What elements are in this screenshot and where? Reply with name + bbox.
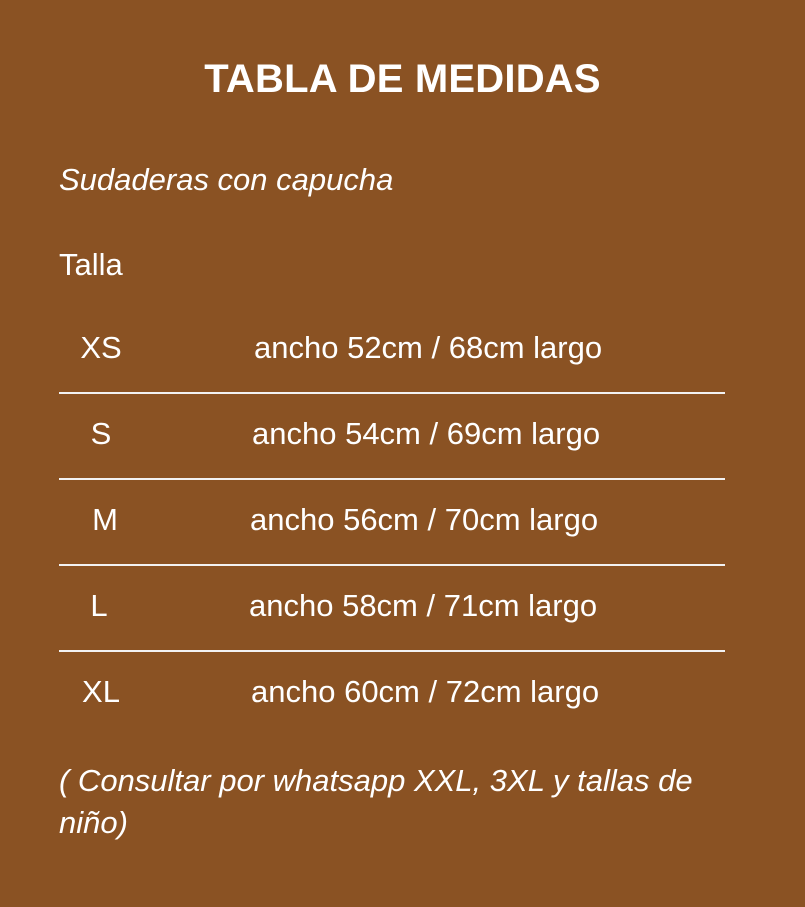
size-row-xs [59,308,725,394]
size-row-l [59,566,725,652]
size-table [59,308,725,736]
consult-note: ( Consultar por whatsapp XXL, 3XL y tallas de niño) [59,763,693,840]
size-row-s [59,394,725,480]
size-name: XS [80,330,122,365]
size-row-m [59,480,725,566]
size-measure: ancho 56cm / 70cm largo [250,502,599,537]
size-measure: ancho 60cm / 72cm largo [251,674,600,709]
size-measure: ancho 54cm / 69cm largo [252,416,601,451]
size-name: S [90,416,112,451]
size-name: L [90,588,108,623]
size-measure: ancho 58cm / 71cm largo [249,588,598,623]
page-title: TABLA DE MEDIDAS [204,57,601,101]
size-name: XL [82,674,120,709]
size-measure: ancho 52cm / 68cm largo [254,330,603,365]
size-name: M [92,502,118,537]
product-subtitle: Sudaderas con capucha [59,162,394,197]
size-row-xl [59,652,725,736]
size-column-label: Talla [59,247,123,282]
